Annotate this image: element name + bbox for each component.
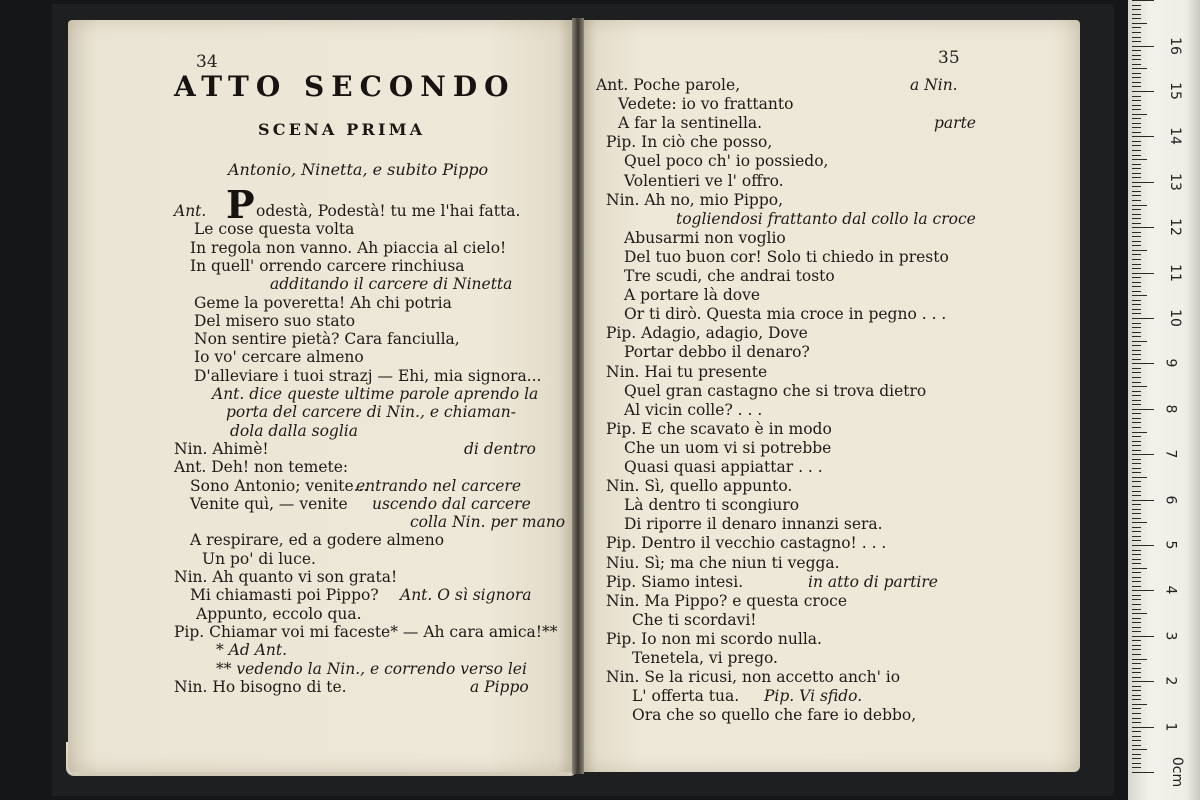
script-line: Mi chiamasti poi Pippo? (190, 586, 379, 605)
stage-direction-aside: Pip. Vi sfido. (764, 687, 863, 706)
ruler-tick (1132, 141, 1141, 142)
script-line: Del tuo buon cor! Solo ti chiedo in presto (624, 247, 949, 266)
ruler-tick (1132, 445, 1141, 446)
ruler-tick (1132, 536, 1141, 537)
ruler-tick (1132, 77, 1141, 78)
script-line: Volentieri ve l' offro. (624, 171, 784, 190)
stage-direction-aside: entrando nel carcere (356, 476, 522, 495)
ruler-label: 13 (1166, 172, 1183, 191)
ruler-tick (1132, 150, 1141, 151)
ruler-label: 3 (1162, 631, 1179, 641)
character-list: Antonio, Ninetta, e subito Pippo (228, 160, 489, 179)
drop-cap: P (226, 182, 255, 227)
script-line: Che un uom vi si potrebbe (624, 438, 832, 457)
ruler-tick (1132, 277, 1141, 278)
script-line: Geme la poveretta! Ah chi potria (194, 293, 452, 312)
ruler-label: 4 (1162, 585, 1179, 595)
ruler-tick (1132, 395, 1141, 396)
ruler-tick (1132, 713, 1141, 714)
ruler-tick (1132, 73, 1141, 74)
ruler-tick (1132, 382, 1141, 383)
script-line: Nin. Hai tu presente (606, 362, 768, 381)
ruler-label: 0cm (1169, 756, 1186, 788)
ruler-tick (1132, 313, 1141, 314)
ruler-tick (1132, 404, 1141, 405)
ruler-tick (1132, 758, 1141, 759)
script-line: Pip. Chiamar voi mi faceste* — Ah cara amica!** (174, 622, 558, 641)
script-line: Io vo' cercare almeno (194, 348, 364, 367)
ruler-tick (1132, 191, 1141, 192)
script-line: In regola non vanno. Ah piaccia al cielo! (190, 238, 507, 257)
stage-direction: dola dalla soglia (230, 421, 358, 440)
ruler-tick (1132, 609, 1141, 610)
ruler-tick (1132, 291, 1141, 292)
ruler-tick (1132, 304, 1141, 305)
ruler-label: 15 (1166, 82, 1183, 100)
ruler-tick (1132, 241, 1141, 242)
script-line: Nin. Ma Pippo? e questa croce (606, 591, 847, 610)
ruler-tick (1132, 572, 1141, 573)
ruler-tick (1132, 9, 1141, 10)
ruler-tick (1132, 699, 1141, 700)
stage-direction: togliendosi frattanto dal collo la croce (676, 209, 976, 228)
ruler-tick (1132, 631, 1141, 632)
ruler-tick (1132, 413, 1141, 414)
ruler-tick (1132, 354, 1141, 355)
ruler-tick (1132, 581, 1141, 582)
ruler-tick (1132, 677, 1141, 678)
ruler-label: 2 (1162, 676, 1179, 686)
ruler-tick (1132, 540, 1141, 541)
script-line: Or ti dirò. Questa mia croce in pegno . . . (624, 305, 947, 324)
ruler-tick (1132, 749, 1147, 750)
ruler-tick (1132, 522, 1147, 523)
ruler-tick (1132, 209, 1141, 210)
ruler-tick (1132, 250, 1147, 251)
ruler-label: 10 (1166, 309, 1183, 327)
ruler-label: 12 (1166, 218, 1183, 237)
ruler-tick (1132, 82, 1141, 83)
ruler-tick (1132, 5, 1141, 6)
ruler-tick (1132, 218, 1141, 219)
script-line: Nin. Ah no, mio Pippo, (606, 190, 784, 209)
script-line: Non sentire pietà? Cara fanciulla, (194, 330, 460, 349)
ruler-tick (1132, 509, 1141, 510)
ruler-tick (1132, 127, 1141, 128)
ruler-tick (1132, 200, 1141, 201)
script-line: Nin. Ho bisogno di te. (174, 677, 347, 696)
speaker-line: Ant. (174, 202, 207, 220)
script-line: Nin. Se la ricusi, non accetto anch' io (606, 668, 901, 687)
ruler-tick (1132, 155, 1141, 156)
ruler-tick (1132, 318, 1154, 319)
ruler-tick (1132, 223, 1141, 224)
ruler-tick (1132, 236, 1141, 237)
script-line: odestà, Podestà! tu me l'hai fatta. (256, 202, 521, 220)
ruler-tick (1132, 359, 1141, 360)
ruler-tick (1132, 323, 1141, 324)
ruler-tick (1132, 214, 1141, 215)
script-line: A portare là dove (624, 286, 761, 305)
ruler-tick (1132, 649, 1141, 650)
ruler-tick (1132, 427, 1141, 428)
ruler-tick (1132, 327, 1141, 328)
script-line: Niu. Sì; ma che niun ti vegga. (606, 553, 840, 572)
ruler-tick (1132, 690, 1141, 691)
script-line: Venite quì, — venite (190, 494, 348, 513)
ruler-tick (1132, 454, 1154, 455)
ruler-tick (1132, 100, 1141, 101)
ruler-tick (1132, 268, 1141, 269)
left-page-number: 34 (196, 52, 218, 72)
ruler-tick (1132, 486, 1141, 487)
ruler-tick (1132, 159, 1147, 160)
ruler-tick (1132, 577, 1141, 578)
ruler-label: 1 (1162, 722, 1179, 732)
script-line: Ora che so quello che fare io debbo, (632, 706, 917, 725)
ruler-tick (1132, 772, 1154, 773)
ruler-tick (1132, 14, 1141, 15)
script-line: Tre scudi, che andrai tosto (624, 267, 835, 285)
ruler-tick (1132, 91, 1154, 92)
ruler-tick (1132, 264, 1141, 265)
script-line: Nin. Ah quanto vi son grata! (174, 568, 398, 586)
ruler-tick (1132, 545, 1154, 546)
ruler-tick (1132, 550, 1141, 551)
ruler-tick (1132, 659, 1147, 660)
scene-title: SCENA PRIMA (258, 120, 426, 139)
ruler-tick (1132, 336, 1141, 337)
ruler-tick (1132, 46, 1154, 47)
script-line: Vedete: io vo frattanto (618, 95, 794, 114)
ruler-tick (1132, 618, 1141, 619)
ruler-tick (1132, 341, 1147, 342)
ruler-tick (1132, 23, 1147, 24)
script-line: Appunto, eccolo qua. (196, 604, 362, 623)
ruler-tick (1132, 477, 1147, 478)
ruler-tick (1132, 495, 1141, 496)
ruler-tick (1132, 345, 1141, 346)
script-line: A far la sentinella. (618, 114, 763, 133)
script-line: Pip. Dentro il vecchio castagno! . . . (606, 534, 887, 553)
stage-direction-aside: parte (934, 114, 976, 133)
right-page-number: 35 (938, 48, 960, 68)
ruler-tick (1132, 763, 1141, 764)
ruler-tick (1132, 695, 1141, 696)
ruler-tick (1132, 436, 1141, 437)
ruler-tick (1132, 41, 1141, 42)
ruler-tick (1132, 173, 1141, 174)
ruler-tick (1132, 740, 1141, 741)
ruler-tick (1132, 350, 1141, 351)
script-line: Quel gran castagno che si trova dietro (624, 381, 927, 400)
script-line: Un po' di luce. (202, 549, 316, 568)
script-line: Quel poco ch' io possiedo, (624, 152, 829, 171)
script-line: Che ti scordavi! (632, 610, 757, 629)
ruler-tick (1132, 377, 1141, 378)
ruler-tick (1132, 590, 1154, 591)
ruler-tick (1132, 527, 1141, 528)
ruler-tick (1132, 282, 1141, 283)
ruler-tick (1132, 441, 1141, 442)
ruler-tick (1132, 568, 1147, 569)
stage-direction: * Ad Ant. (216, 641, 288, 660)
ruler-tick (1132, 182, 1154, 183)
ruler-tick (1132, 418, 1141, 419)
script-line: L' offerta tua. (632, 687, 740, 706)
ruler-tick (1132, 595, 1141, 596)
ruler-tick (1132, 391, 1141, 392)
script-line: Pip. E che scavato è in modo (606, 419, 832, 438)
ruler-tick (1132, 513, 1141, 514)
ruler-tick (1132, 432, 1147, 433)
script-line: Pip. In ciò che posso, (606, 133, 773, 152)
ruler-tick (1132, 195, 1141, 196)
ruler-tick (1132, 332, 1141, 333)
ruler-tick (1132, 731, 1141, 732)
book-gutter (572, 18, 584, 774)
ruler-tick (1132, 668, 1141, 669)
ruler-tick (1132, 273, 1154, 274)
ruler-tick (1132, 386, 1147, 387)
ruler-tick (1132, 636, 1154, 637)
stage-direction-aside: di dentro (464, 439, 536, 458)
ruler-tick (1132, 68, 1147, 69)
script-line: Le cose questa volta (194, 220, 355, 239)
ruler-label: 5 (1162, 540, 1179, 550)
ruler-tick (1132, 37, 1141, 38)
ruler-tick (1132, 123, 1141, 124)
ruler-tick (1132, 245, 1141, 246)
ruler-tick (1132, 754, 1141, 755)
script-line: In quell' orrendo carcere rinchiusa (190, 256, 465, 275)
ruler-tick (1132, 481, 1141, 482)
ruler-tick (1132, 259, 1141, 260)
ruler-tick (1132, 363, 1154, 364)
stage-direction-aside: uscendo dal carcere (372, 494, 531, 513)
ruler-tick (1132, 663, 1141, 664)
script-line: Del misero suo stato (194, 311, 356, 330)
ruler-tick (1132, 640, 1141, 641)
ruler-tick (1132, 96, 1141, 97)
ruler-tick (1132, 372, 1141, 373)
script-line: Al vicin colle? . . . (624, 400, 763, 419)
script-line: Quasi quasi appiattar . . . (624, 458, 823, 476)
stage-direction-aside: a Nin. (910, 76, 958, 94)
ruler-tick (1132, 654, 1141, 655)
ruler-tick (1132, 55, 1141, 56)
ruler-tick (1132, 186, 1141, 187)
stage-direction: additando il carcere di Ninetta (270, 275, 513, 294)
ruler-tick (1132, 118, 1141, 119)
ruler-label: 11 (1166, 263, 1183, 282)
script-line: Pip. Io non mi scordo nulla. (606, 629, 822, 648)
ruler-label: 8 (1162, 404, 1179, 414)
ruler-tick (1132, 500, 1154, 501)
script-line: Ant. Poche parole, (596, 76, 741, 94)
ruler-tick (1132, 708, 1141, 709)
script-line: Portar debbo il denaro? (624, 343, 810, 362)
script-line: Tenetela, vi prego. (632, 649, 778, 667)
ruler-tick (1132, 64, 1141, 65)
act-title: ATTO SECONDO (174, 70, 516, 103)
ruler-tick (1132, 627, 1141, 628)
script-line: Abusarmi non voglio (624, 228, 786, 247)
ruler-tick (1132, 563, 1141, 564)
ruler-tick (1132, 622, 1141, 623)
ruler-tick (1132, 109, 1141, 110)
ruler-tick (1132, 164, 1141, 165)
ruler-tick (1132, 727, 1154, 728)
ruler-tick (1132, 613, 1147, 614)
script-line: Pip. Siamo intesi. (606, 572, 744, 591)
stage-direction: porta del carcere di Nin., e chiaman- (226, 403, 516, 422)
ruler-tick (1132, 586, 1141, 587)
ruler-tick (1132, 472, 1141, 473)
ruler-tick (1132, 531, 1141, 532)
ruler-tick (1132, 599, 1141, 600)
script-line: Nin. Ahimè! (174, 439, 269, 458)
ruler-tick (1132, 722, 1141, 723)
ruler-tick (1132, 132, 1141, 133)
ruler-tick (1132, 205, 1147, 206)
script-line: Nin. Sì, quello appunto. (606, 477, 793, 496)
ruler-label: 14 (1166, 127, 1183, 146)
ruler-tick (1132, 554, 1141, 555)
ruler-tick (1132, 718, 1141, 719)
script-line: Pip. Adagio, adagio, Dove (606, 324, 808, 343)
ruler-tick (1132, 686, 1141, 687)
stage-direction-aside: Ant. O sì signora (400, 586, 532, 605)
ruler-tick (1132, 300, 1141, 301)
ruler-tick (1132, 232, 1141, 233)
ruler-tick (1132, 681, 1154, 682)
ruler-tick (1132, 463, 1141, 464)
ruler-tick (1132, 309, 1141, 310)
ruler-tick (1132, 504, 1141, 505)
stage-direction: ** vedendo la Nin., e correndo verso lei (216, 659, 527, 678)
stage-direction-aside: colla Nin. per mano (410, 513, 566, 532)
ruler-tick (1132, 32, 1141, 33)
ruler-tick (1132, 459, 1141, 460)
ruler-tick (1132, 491, 1141, 492)
ruler-tick (1132, 422, 1141, 423)
ruler-tick (1132, 86, 1141, 87)
script-line: Di riporre il denaro innanzi sera. (624, 515, 883, 534)
stage-direction-aside: a Pippo (470, 677, 529, 696)
ruler-tick (1132, 168, 1141, 169)
ruler-tick (1132, 604, 1141, 605)
ruler-tick (1132, 114, 1147, 115)
ruler-tick (1132, 145, 1141, 146)
ruler-tick (1132, 400, 1141, 401)
ruler-label: 16 (1166, 36, 1183, 55)
ruler-tick (1132, 0, 1154, 1)
ruler-tick (1132, 704, 1147, 705)
ruler-tick (1132, 286, 1141, 287)
script-line: Sono Antonio; venite... (190, 476, 369, 495)
ruler-tick (1132, 177, 1141, 178)
ruler-tick (1132, 518, 1141, 519)
ruler-tick (1132, 368, 1141, 369)
ruler-label: 9 (1162, 358, 1179, 368)
script-line: A respirare, ed a godere almeno (190, 531, 445, 550)
ruler-tick (1132, 559, 1141, 560)
ruler-tick (1132, 27, 1141, 28)
ruler-tick (1132, 136, 1154, 137)
ruler-tick (1132, 295, 1147, 296)
script-line: D'alleviare i tuoi strazj — Ehi, mia signora... (194, 366, 542, 385)
ruler-tick (1132, 767, 1141, 768)
ruler-tick (1132, 645, 1141, 646)
ruler-tick (1132, 50, 1141, 51)
ruler-tick (1132, 468, 1141, 469)
ruler-tick (1132, 450, 1141, 451)
ruler-tick (1132, 227, 1154, 228)
ruler-label: 7 (1162, 449, 1179, 459)
ruler-tick (1132, 105, 1141, 106)
stage-direction: Ant. dice queste ultime parole aprendo la (212, 385, 539, 403)
script-line: Ant. Deh! non temete: (174, 458, 349, 477)
script-line: Là dentro ti scongiuro (624, 496, 800, 515)
ruler-tick (1132, 254, 1141, 255)
ruler-tick (1132, 736, 1141, 737)
ruler-tick (1132, 672, 1141, 673)
ruler-tick (1132, 745, 1141, 746)
ruler-tick (1132, 409, 1154, 410)
ruler-tick (1132, 18, 1141, 19)
stage-direction-aside: in atto di partire (808, 572, 938, 591)
ruler-tick (1132, 59, 1141, 60)
ruler-label: 6 (1162, 495, 1179, 505)
